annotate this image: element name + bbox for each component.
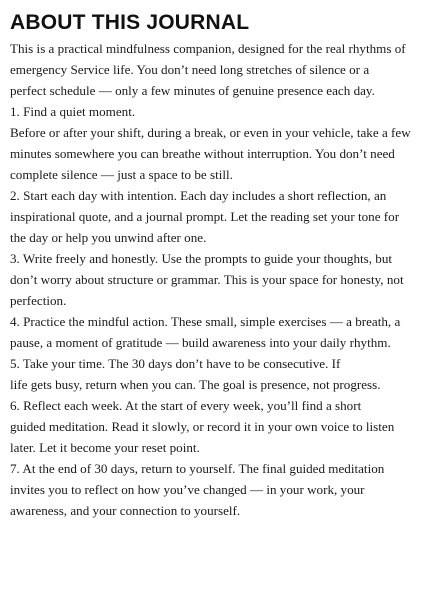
- text-line: perfect schedule — only a few minutes of genuine presence each day.: [10, 83, 375, 98]
- step-6-line: 6. Reflect each week. At the start of every week, you’ll find a short: [10, 398, 362, 413]
- step-7-line: 7. At the end of 30 days, return to yourself. The final guided meditation: [10, 461, 385, 476]
- text-line: awareness, and your connection to yourself.: [10, 503, 241, 518]
- text-line: minutes somewhere you can breathe without interruption. You don’t need: [10, 146, 395, 161]
- text-line: guided meditation. Read it slowly, or record it in your own voice to listen: [10, 419, 395, 434]
- text-line: emergency Service life. You don’t need long stretches of silence or a: [10, 62, 370, 77]
- text-line: perfection.: [10, 293, 67, 308]
- step-4-line: 4. Practice the mindful action. These small, simple exercises — a breath, a: [10, 314, 401, 329]
- text-line: pause, a moment of gratitude — build awareness into your daily rhythm.: [10, 335, 391, 350]
- text-line: don’t worry about structure or grammar. This is your space for honesty, not: [10, 272, 404, 287]
- text-line: invites you to reflect on how you’ve changed — in your work, your: [10, 482, 365, 497]
- body-text: [10, 38, 428, 521]
- text-line: the day or help you unwind after one.: [10, 230, 207, 245]
- step-heading-1: 1. Find a quiet moment.: [10, 104, 136, 119]
- page-title: ABOUT THIS JOURNAL: [10, 11, 250, 34]
- step-3-line: 3. Write freely and honestly. Use the prompts to guide your thoughts, but: [10, 251, 393, 266]
- step-5-line: 5. Take your time. The 30 days don’t have to be consecutive. If: [10, 356, 341, 371]
- text-line: This is a practical mindfulness companion, designed for the real rhythms of: [10, 41, 406, 56]
- text-line: complete silence — just a space to be still.: [10, 167, 233, 182]
- text-line: inspirational quote, and a journal prompt. Let the reading set your tone for: [10, 209, 400, 224]
- text-line: Before or after your shift, during a break, or even in your vehicle, take a few: [10, 125, 411, 140]
- step-2-line: 2. Start each day with intention. Each day includes a short reflection, an: [10, 188, 387, 203]
- text-line: life gets busy, return when you can. The goal is presence, not progress.: [10, 377, 381, 392]
- text-line: later. Let it become your reset point.: [10, 440, 200, 455]
